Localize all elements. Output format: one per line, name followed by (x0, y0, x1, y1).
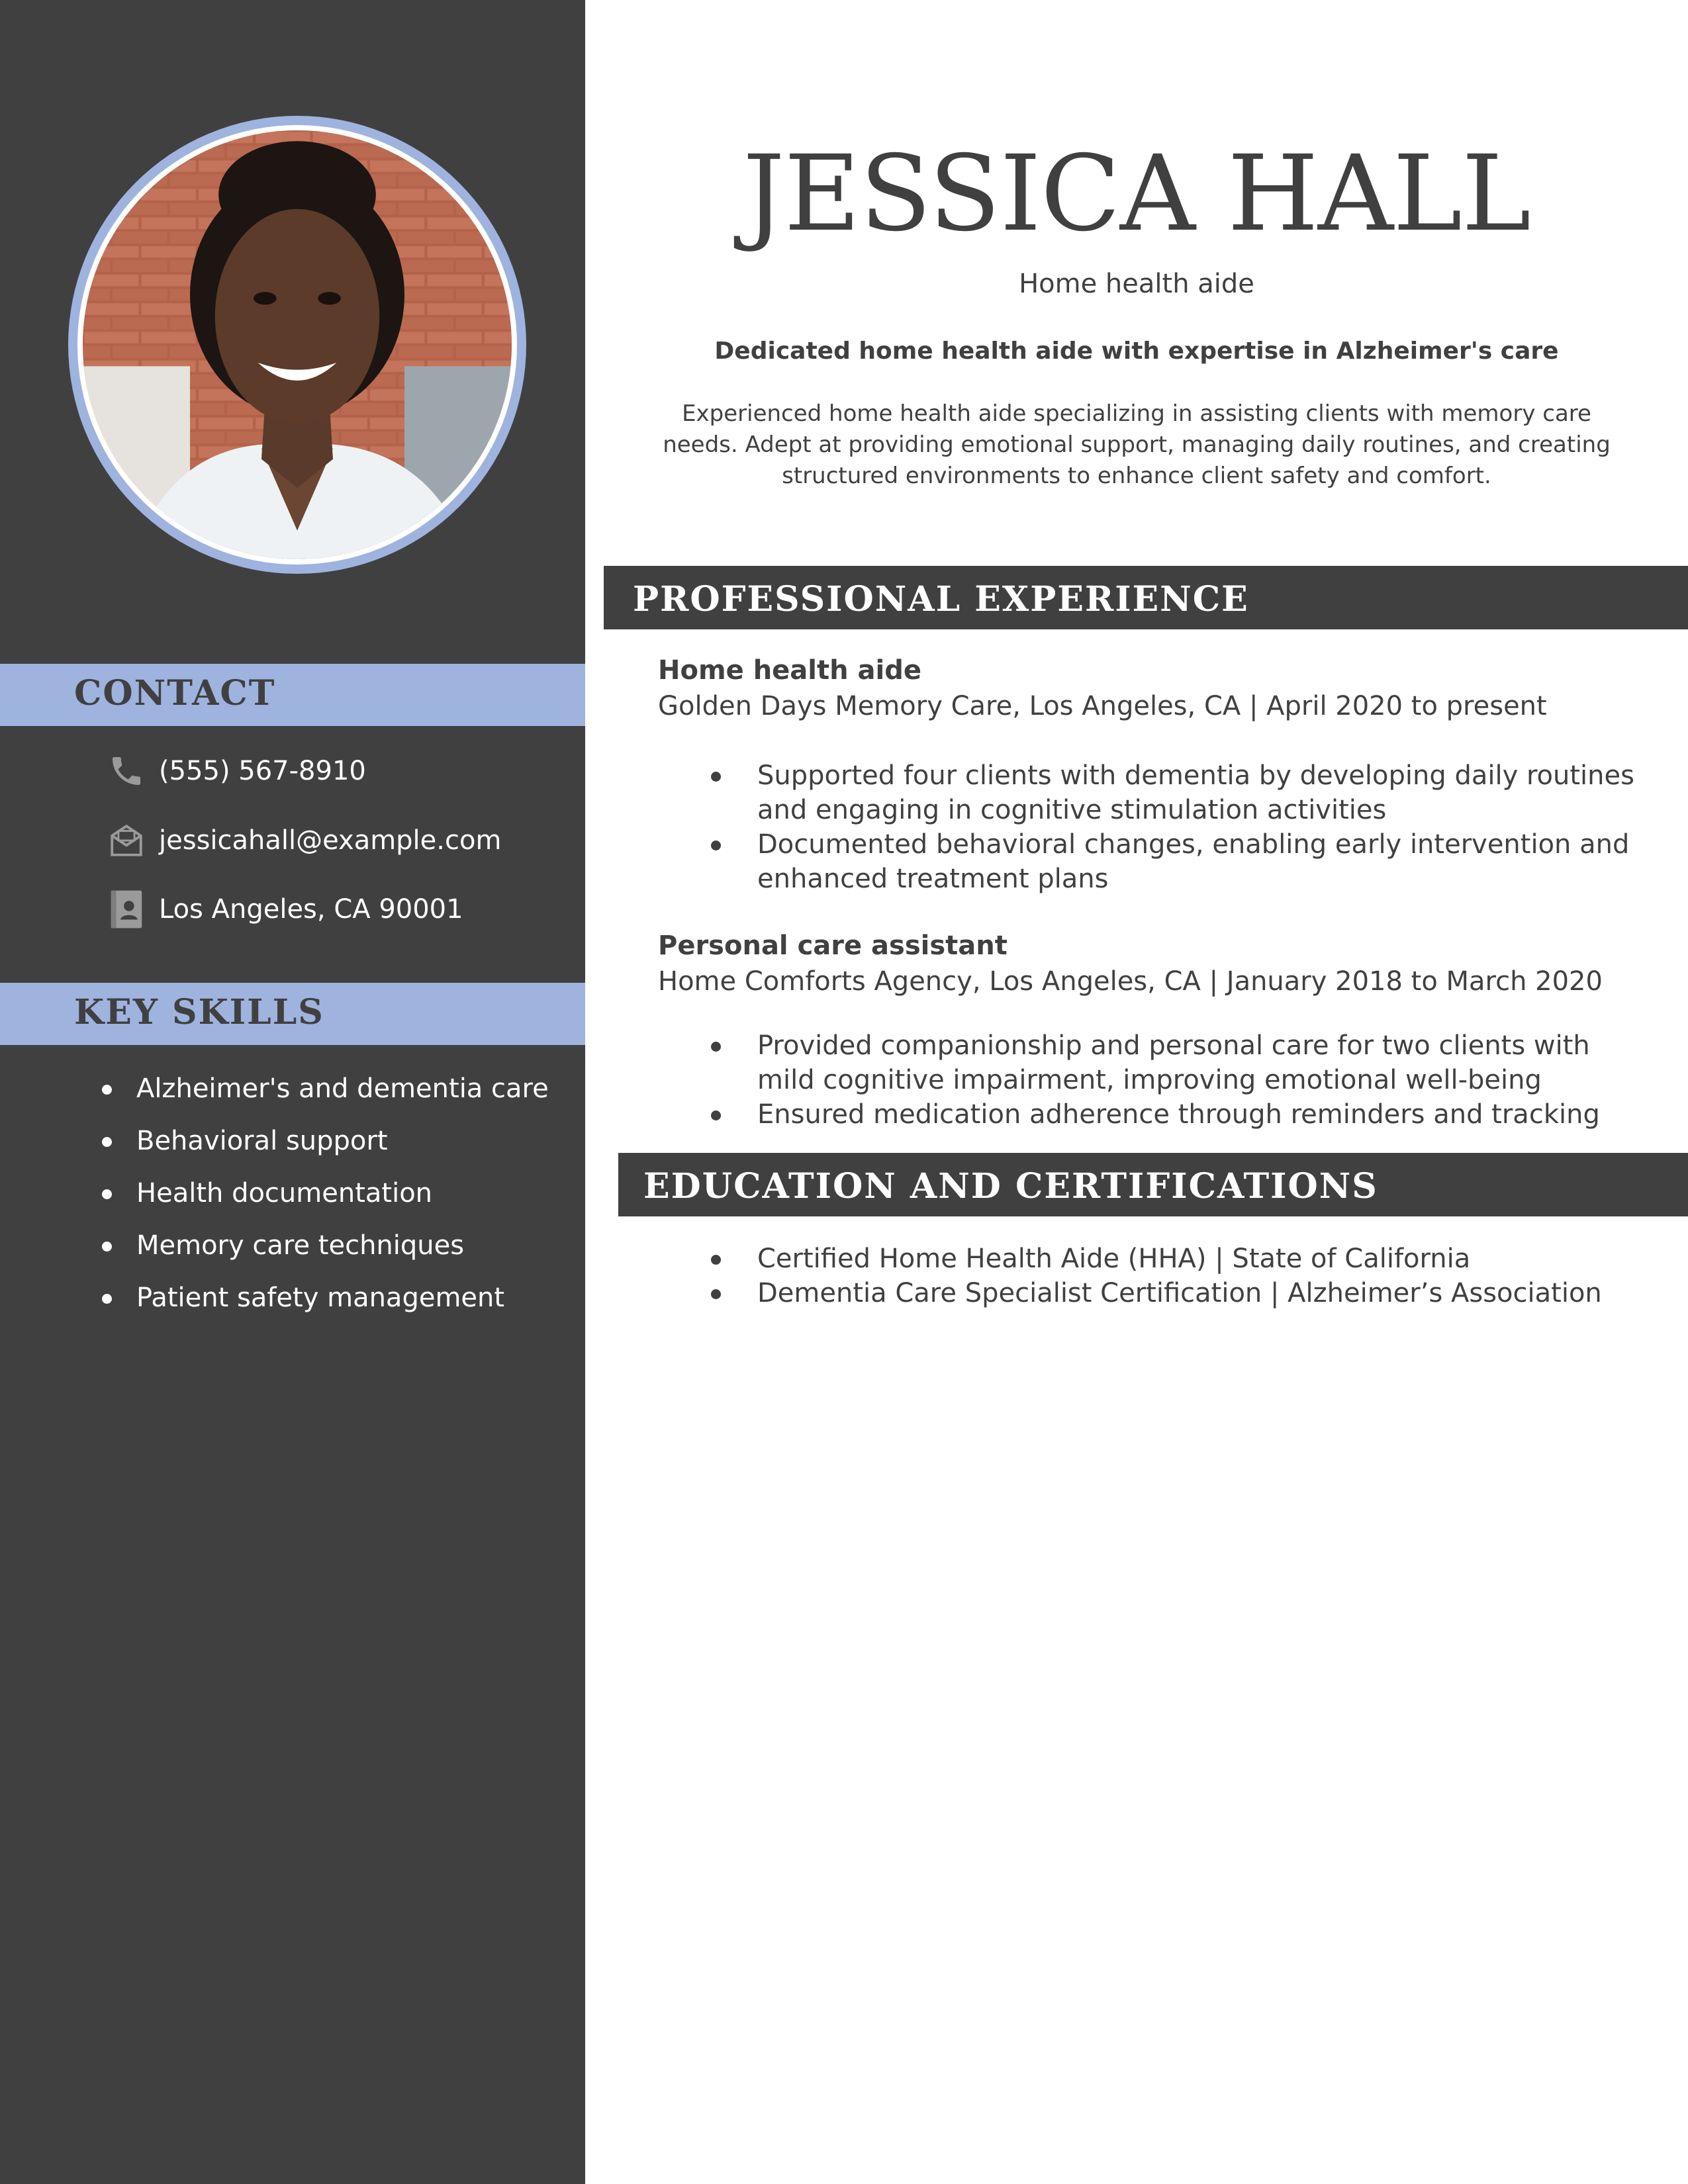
profile-photo (83, 130, 512, 559)
job-bullets (658, 1028, 1651, 1132)
contact-location (106, 888, 569, 931)
education-item: Certified Home Health Aide (HHA) | State of California (658, 1242, 1651, 1276)
tagline: Dedicated home health aide with expertise in Alzheimer's care (714, 338, 1559, 365)
portrait-illustration (83, 130, 512, 559)
education-list (658, 1242, 1651, 1310)
candidate-name: JESSICA HALL (743, 133, 1530, 255)
contact-phone (106, 750, 569, 792)
skills-list (99, 1067, 576, 1328)
phone-number[interactable]: (555) 567-8910 (159, 756, 366, 786)
skill-item: Patient safety management (99, 1276, 576, 1328)
profile-photo-frame (68, 116, 526, 574)
skills-heading: KEY SKILLS (74, 992, 324, 1032)
job-title: Home health aide (658, 655, 921, 686)
skill-item: Alzheimer's and dementia care (99, 1067, 576, 1119)
job-bullet: Ensured medication adherence through reminders and tracking (658, 1097, 1651, 1132)
contact-heading: CONTACT (74, 673, 276, 713)
education-heading: EDUCATION AND CERTIFICATIONS (643, 1166, 1378, 1206)
main-content (585, 0, 1688, 2184)
education-item: Dementia Care Specialist Certification | Alzheimer’s Association (658, 1276, 1651, 1310)
skills-section-header (0, 983, 585, 1045)
job-bullet: Provided companionship and personal care for two clients with mild cognitive impairment, improving emotional well-being (658, 1028, 1651, 1097)
job-bullet: Documented behavioral changes, enabling early intervention and enhanced treatment plans (658, 827, 1651, 896)
phone-icon (106, 751, 147, 792)
skill-item: Memory care techniques (99, 1224, 576, 1276)
job-title-subtitle: Home health aide (1019, 269, 1254, 299)
mail-icon (106, 820, 147, 861)
skill-item: Behavioral support (99, 1119, 576, 1171)
summary: Experienced home health aide specializing in assisting clients with memory care needs. Adept at providing emotional support, managing daily routines, and creating structured environments to enhance client safety and comfort. (663, 400, 1611, 489)
contact-section-header (0, 664, 585, 726)
experience-heading: PROFESSIONAL EXPERIENCE (633, 579, 1249, 619)
job-bullet: Supported four clients with dementia by developing daily routines and engaging in cognitive stimulation activities (658, 758, 1651, 827)
sidebar (0, 0, 585, 2184)
job-meta: Golden Days Memory Care, Los Angeles, CA | April 2020 to present (658, 691, 1547, 721)
contact-email (106, 819, 569, 862)
experience-section-header (604, 566, 1688, 629)
email-address[interactable]: jessicahall@example.com (159, 825, 502, 856)
job-title: Personal care assistant (658, 931, 1008, 961)
job-bullets (658, 758, 1651, 896)
education-section-header (618, 1153, 1688, 1216)
job-meta: Home Comforts Agency, Los Angeles, CA | January 2018 to March 2020 (658, 966, 1603, 997)
address-book-icon (106, 889, 147, 930)
skill-item: Health documentation (99, 1171, 576, 1224)
location: Los Angeles, CA 90001 (159, 894, 463, 925)
